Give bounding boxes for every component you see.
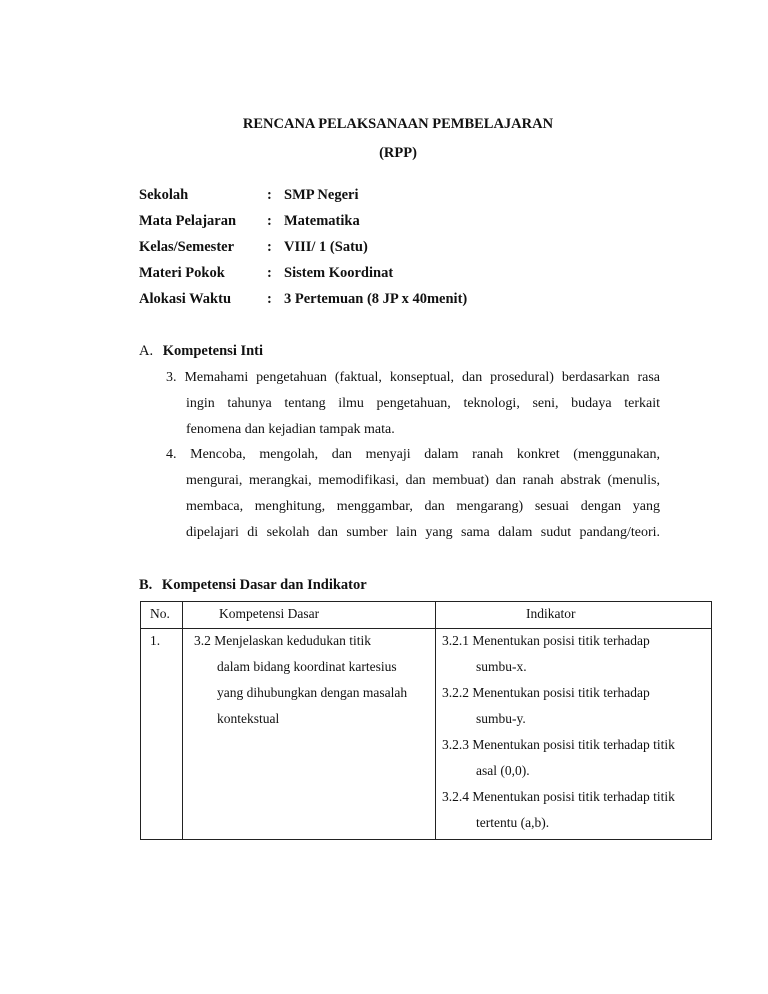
info-label: Materi Pokok [139, 265, 225, 281]
info-colon: : [267, 265, 272, 281]
kompetensi-inti-4-line: membaca, menghitung, menggambar, dan mengarang) sesuai dengan yang [186, 499, 660, 514]
info-value: Matematika [284, 213, 360, 229]
info-label: Alokasi Waktu [139, 291, 232, 307]
cell-kompetensi-dasar: 3.2 Menjelaskan kedudukan titik dalam bidang koordinat kartesius yang dihubungkan dengan masalah kontekstual [183, 629, 436, 840]
info-value: SMP Negeri [284, 187, 359, 203]
section-title: Kompetensi Inti [162, 343, 264, 359]
section-letter: B. [139, 577, 153, 593]
table-row [141, 629, 712, 840]
info-colon: : [267, 213, 272, 229]
kompetensi-inti-4-line: 4. Mencoba, mengolah, dan menyaji dalam ranah konkret (menggunakan, [166, 447, 660, 462]
table-header-row [141, 602, 712, 629]
cell-no: 1. [141, 629, 183, 840]
document-title: RENCANA PELAKSANAAN PEMBELAJARAN [242, 116, 554, 132]
info-value: Sistem Koordinat [284, 265, 394, 281]
header-indikator: Indikator [436, 602, 712, 629]
header-no: No. [141, 602, 183, 629]
cell-indikator: 3.2.1 Menentukan posisi titik terhadap sumbu-x. 3.2.2 Menentukan posisi titik terhadap sumbu-y. 3.2.3 Menentukan posisi titik terhadap titik asal (0,0). 3.2.4 Menentukan posisi titik terhadap titik tertentu (a,b). [436, 629, 712, 840]
info-value: 3 Pertemuan (8 JP x 40menit) [284, 291, 468, 307]
info-colon: : [267, 239, 272, 255]
info-value: VIII/ 1 (Satu) [284, 239, 368, 255]
info-colon: : [267, 291, 272, 307]
section-a-heading [139, 343, 263, 360]
document-subtitle: (RPP) [379, 145, 417, 161]
kompetensi-inti-3-line: ingin tahunya tentang ilmu pengetahuan, teknologi, seni, budaya terkait [186, 396, 660, 411]
section-letter: A. [139, 343, 154, 359]
info-label: Sekolah [139, 187, 189, 203]
kompetensi-inti-4-line: dipelajari di sekolah dan sumber lain yang sama dalam sudut pandang/teori. [186, 525, 660, 540]
header-kompetensi-dasar: Kompetensi Dasar [183, 602, 436, 629]
kompetensi-dasar-table [140, 601, 712, 840]
info-colon: : [267, 187, 272, 203]
info-label: Mata Pelajaran [139, 213, 237, 229]
info-label: Kelas/Semester [139, 239, 235, 255]
section-title: Kompetensi Dasar dan Indikator [161, 577, 367, 593]
section-b-heading [139, 577, 367, 594]
kompetensi-inti-3-line: fenomena dan kejadian tampak mata. [186, 422, 395, 437]
kompetensi-inti-4-line: mengurai, merangkai, memodifikasi, dan membuat) dan ranah abstrak (menulis, [186, 473, 660, 488]
kompetensi-inti-3-line: 3. Memahami pengetahuan (faktual, konseptual, dan prosedural) berdasarkan rasa [166, 370, 660, 385]
